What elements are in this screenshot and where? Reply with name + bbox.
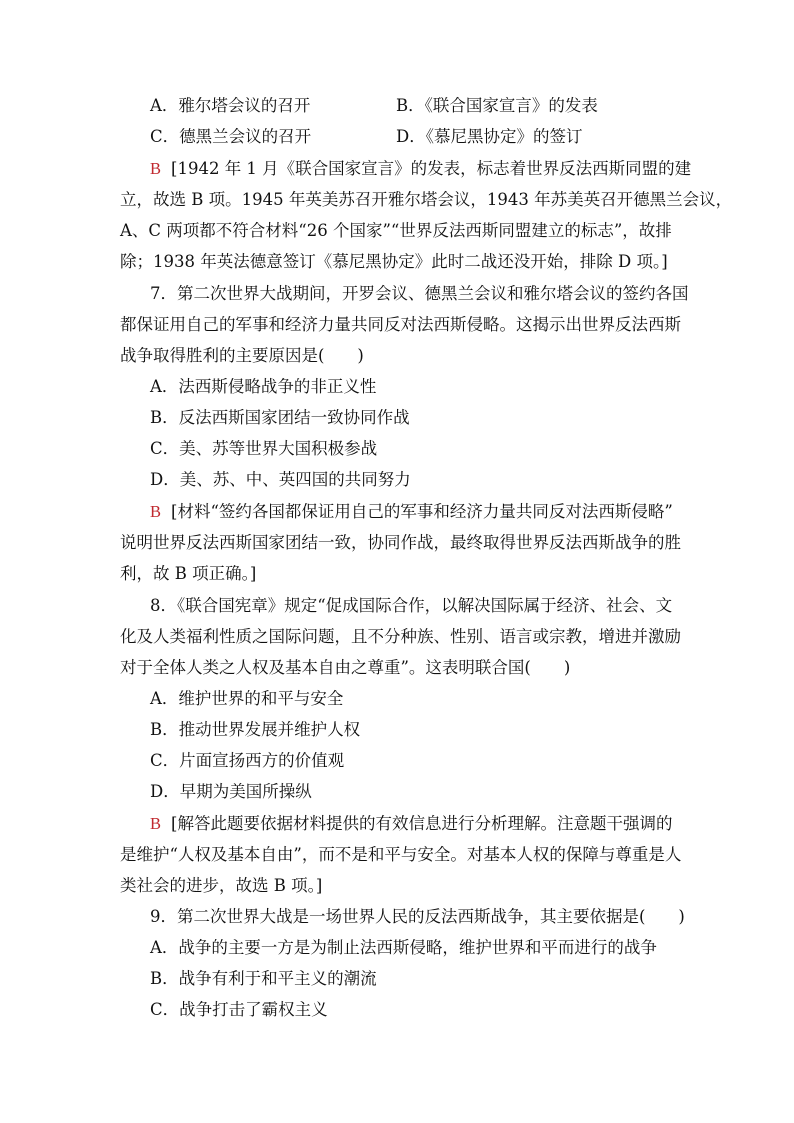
q8-answer-line-1 bbox=[150, 812, 672, 836]
q8-stem-line-2: 化及人类福利性质之国际问题，且不分种族、性别、语言或宗教，增进并激励 bbox=[120, 627, 681, 646]
q8-option-d: D．早期为美国所操纵 bbox=[150, 782, 312, 801]
q8-stem-line-1: 8．《联合国宪章》规定“促成国际合作，以解决国际属于经济、社会、文 bbox=[150, 596, 673, 615]
q9-option-a: A．战争的主要一方是为制止法西斯侵略，维护世界和平而进行的战争 bbox=[150, 938, 657, 957]
q7-option-c: C．美、苏等世界大国积极参战 bbox=[150, 439, 378, 458]
q9-option-b: B．战争有利于和平主义的潮流 bbox=[150, 969, 377, 988]
q7-answer-line-1 bbox=[150, 500, 673, 524]
q8-stem-line-3: 对于全体人类之人权及基本自由之尊重”。这表明联合国( ) bbox=[120, 658, 571, 677]
q6-answer-line-2: 立，故选 B 项。1945 年英美苏召开雅尔塔会议，1943 年苏美英召开德黑兰会议， bbox=[120, 190, 733, 209]
q6-answer-line-1 bbox=[150, 157, 691, 181]
q7-stem-line-3: 战争取得胜利的主要原因是( ) bbox=[120, 346, 364, 365]
q6-option-d: D．《慕尼黑协定》的签订 bbox=[396, 127, 583, 146]
q8-answer-letter: B bbox=[150, 814, 162, 833]
q7-answer-line-3: 利，故 B 项正确。] bbox=[120, 564, 257, 583]
q9-option-c: C．战争打击了霸权主义 bbox=[150, 1000, 328, 1019]
q7-stem-line-1: 7．第二次世界大战期间，开罗会议、德黑兰会议和雅尔塔会议的签约各国 bbox=[150, 284, 689, 303]
q6-answer-text: [1942 年 1 月《联合国家宣言》的发表，标志着世界反法西斯同盟的建 bbox=[171, 159, 692, 178]
q8-answer-text: [解答此题要依据材料提供的有效信息进行分析理解。注意题干强调的 bbox=[171, 814, 673, 833]
q9-stem-line-1: 9．第二次世界大战是一场世界人民的反法西斯战争，其主要依据是( ) bbox=[150, 907, 685, 926]
q6-answer-line-3: A、C 两项都不符合材料“26 个国家”“世界反法西斯同盟建立的标志”，故排 bbox=[120, 221, 672, 240]
q8-answer-line-3: 类社会的进步，故选 B 项。] bbox=[120, 876, 323, 895]
q8-option-a: A．维护世界的和平与安全 bbox=[150, 689, 344, 708]
q7-stem-line-2: 都保证用自己的军事和经济力量共同反对法西斯侵略。这揭示出世界反法西斯 bbox=[120, 315, 681, 334]
q7-option-a: A．法西斯侵略战争的非正义性 bbox=[150, 377, 377, 396]
q8-option-b: B．推动世界发展并维护人权 bbox=[150, 720, 361, 739]
q7-answer-line-2: 说明世界反法西斯国家团结一致，协同作战，最终取得世界反法西斯战争的胜 bbox=[120, 533, 681, 552]
q6-option-c: C．德黑兰会议的召开 bbox=[150, 127, 312, 146]
q8-option-c: C．片面宣扬西方的价值观 bbox=[150, 751, 345, 770]
q6-answer-line-4: 除；1938 年英法德意签订《慕尼黑协定》此时二战还没开始，排除 D 项。] bbox=[120, 252, 668, 271]
q7-option-d: D．美、苏、中、英四国的共同努力 bbox=[150, 470, 411, 489]
q6-answer-letter: B bbox=[150, 159, 162, 178]
q8-answer-line-2: 是维护“人权及基本自由”，而不是和平与安全。对基本人权的保障与尊重是人 bbox=[120, 845, 682, 864]
q6-option-a: A．雅尔塔会议的召开 bbox=[150, 96, 311, 115]
q7-answer-text: [材料“签约各国都保证用自己的军事和经济力量共同反对法西斯侵略” bbox=[171, 502, 673, 521]
q7-answer-letter: B bbox=[150, 502, 162, 521]
q7-option-b: B．反法西斯国家团结一致协同作战 bbox=[150, 408, 410, 427]
q6-option-b: B．《联合国家宣言》的发表 bbox=[396, 96, 598, 115]
